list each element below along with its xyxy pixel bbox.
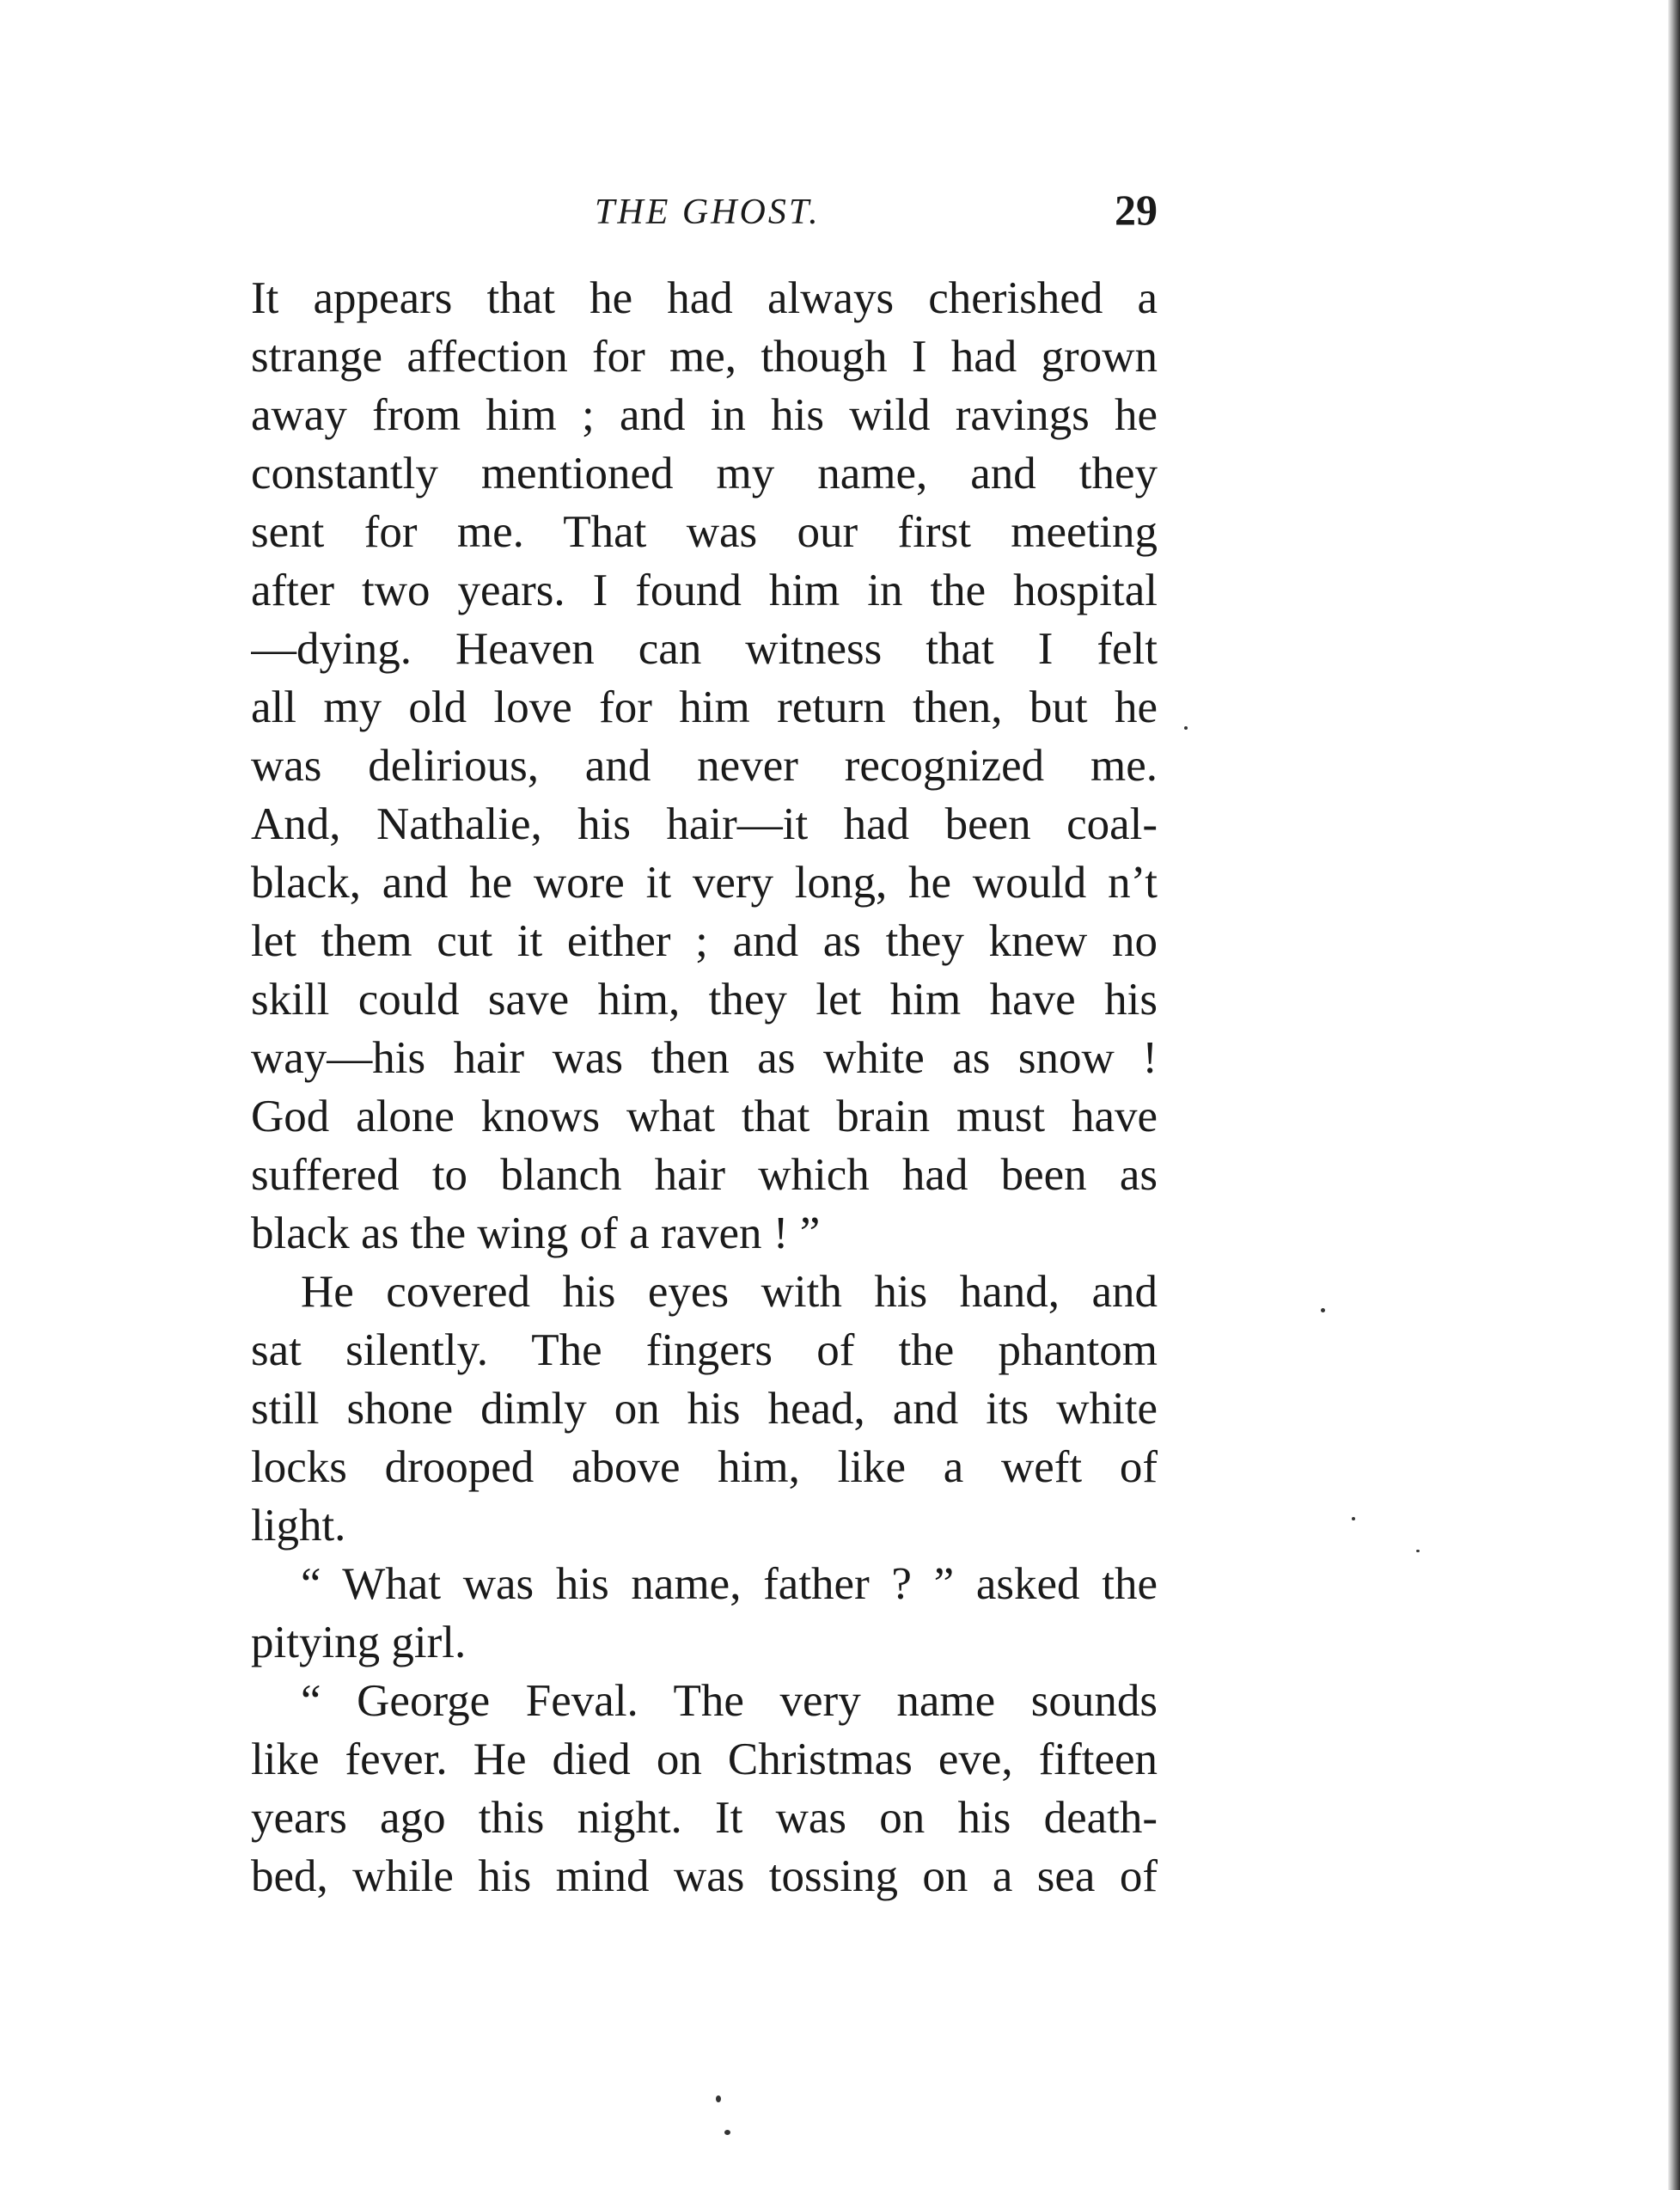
print-speck [1352,1517,1355,1520]
print-speck [1184,726,1188,730]
text-line: after two years. I found him in the hospital [251,566,1158,615]
text-line: like fever. He died on Christmas eve, fifteen [251,1734,1158,1784]
text-line: constantly mentioned my name, and they [251,449,1158,499]
text-line: suffered to blanch hair which had been as [251,1150,1158,1200]
text-line: way—his hair was then as white as snow ! [251,1033,1158,1083]
text-line: skill could save him, they let him have his [251,975,1158,1025]
text-line: sat silently. The fingers of the phantom [251,1325,1158,1375]
text-line: was delirious, and never recognized me. [251,741,1158,791]
running-title: THE GHOST. [595,193,821,232]
text-line: pitying girl. [251,1618,467,1667]
text-line: “ George Feval. The very name sounds [301,1676,1158,1726]
text-line: bed, while his mind was tossing on a sea of [251,1851,1158,1901]
text-line: It appears that he had always cherished a [251,273,1158,323]
body-text [251,269,1158,1906]
page-edge-shadow [1668,0,1680,2190]
print-speck [1416,1550,1420,1552]
text-line: years ago this night. It was on his death- [251,1793,1158,1843]
print-speck [1321,1308,1325,1312]
text-line: —dying. Heaven can witness that I felt [251,624,1158,674]
text-line: He covered his eyes with his hand, and [301,1267,1158,1317]
print-speck [716,2095,721,2102]
text-line: let them cut it either ; and as they knew no [251,916,1158,966]
text-line: still shone dimly on his head, and its white [251,1384,1158,1434]
text-line: light. [251,1501,346,1551]
text-line: all my old love for him return then, but he [251,682,1158,732]
text-line: black as the wing of a raven ! ” [251,1208,821,1258]
running-header [251,185,1158,236]
text-line: sent for me. That was our first meeting [251,507,1158,557]
text-line: God alone knows what that brain must have [251,1092,1158,1141]
text-line: And, Nathalie, his hair—it had been coal- [251,799,1158,849]
page-number: 29 [1115,186,1158,234]
text-line: “ What was his name, father ? ” asked the [301,1559,1158,1609]
text-line: black, and he wore it very long, he would n’t [251,858,1158,908]
print-speck [724,2130,730,2135]
text-line: locks drooped above him, like a weft of [251,1442,1158,1492]
text-line: strange affection for me, though I had grown [251,332,1158,382]
text-line: away from him ; and in his wild ravings he [251,390,1158,440]
